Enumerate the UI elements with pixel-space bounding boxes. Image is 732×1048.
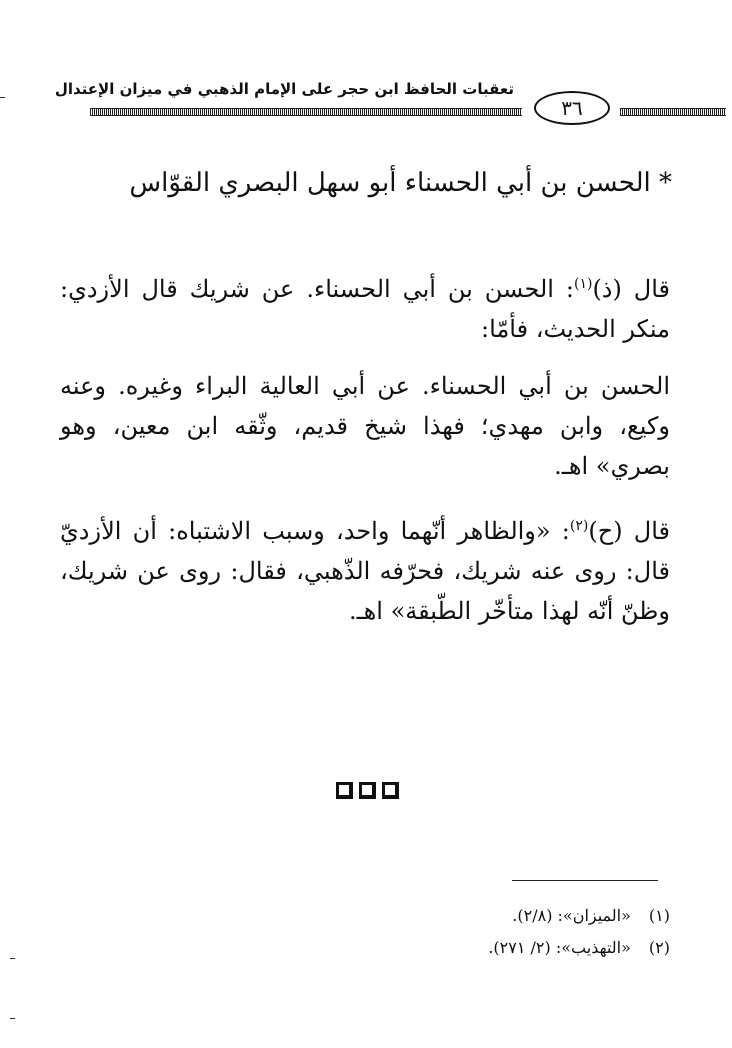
footnote-2 (270, 938, 670, 957)
paragraph-1-lead: قال (ذ) (592, 275, 671, 303)
entry-heading: * الحسن بن أبي الحسناء أبو سهل البصري القوّاس (129, 168, 672, 198)
running-header-title: تعقبات الحافظ ابن حجر على الإمام الذهبي في ميزان الإعتدال (54, 80, 514, 98)
footnote-text: «الميزان»: (٢/٨). (512, 906, 631, 925)
paragraph-2: الحسن بن أبي الحسناء. عن أبي العالية البراء وغيره. وعنه وكيع، وابن مهدي؛ فهذا شيخ قديم، وثّقه ابن معين، وهو بصري» اهـ. (60, 372, 670, 480)
scan-mark (10, 958, 15, 959)
paragraph-3 (60, 506, 670, 631)
page-number-badge: ٣٦ (534, 91, 610, 125)
header-rule-left (90, 108, 522, 116)
scan-mark (0, 97, 5, 98)
paragraph-1 (60, 264, 670, 349)
square-icon (382, 782, 399, 799)
square-icon (336, 782, 353, 799)
section-separator-icon (336, 782, 399, 799)
paragraph-1-text: : الحسن بن أبي الحسناء. عن شريك قال الأزدي: منكر الحديث، فأمّا: (60, 275, 670, 343)
footnote-text: «التهذيب»: (٢/ ٢٧١). (488, 938, 631, 957)
footnote-ref-2: (٢) (569, 518, 589, 534)
paragraph-3-lead: قال (ح) (588, 517, 670, 545)
footnote-number: (١) (648, 906, 670, 925)
paragraph-3-text: : «والظاهر أنّهما واحد، وسبب الاشتباه: أن الأزديّ قال: روى عنه شريك، فحرّفه الذّهبي، فقال: روى عن شريك، وظنّ أنّه لهذا متأخّر الطّبقة» اهـ. (60, 517, 670, 625)
square-icon (359, 782, 376, 799)
footnote-rule (512, 880, 658, 881)
scan-mark (10, 1018, 15, 1019)
footnote-1 (270, 906, 670, 925)
header-rule-right (620, 108, 726, 116)
footnote-number: (٢) (648, 938, 670, 957)
footnote-ref-1: (١) (573, 276, 593, 292)
